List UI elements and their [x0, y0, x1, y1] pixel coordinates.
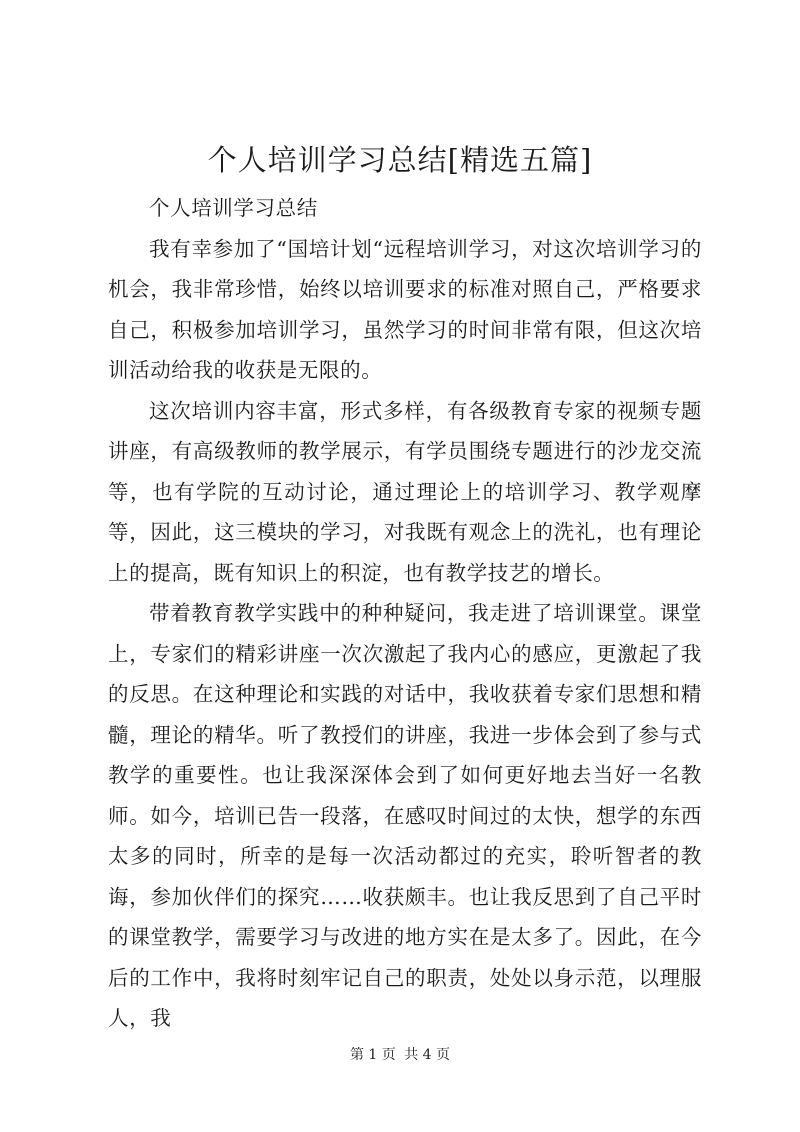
paragraph-2: 这次培训内容丰富，形式多样，有各级教育专家的视频专题讲座，有高级教师的教学展示，有学员围绕专题进行的沙龙交流等，也有学院的互动讨论，通过理论上的培训学习、教学观摩等，因此，这三模块的学习，对我既有观念上的洗礼，也有理论上的提高，既有知识上的积淀，也有教学技艺的增长。	[108, 398, 702, 585]
page-total: 共 4 页	[404, 1047, 451, 1063]
page-footer	[0, 1045, 800, 1065]
document-title: 个人培训学习总结[精选五篇]	[207, 143, 593, 177]
document-body	[108, 188, 702, 1039]
section-heading: 个人培训学习总结	[149, 196, 318, 220]
paragraph-1: 我有幸参加了“国培计划“远程培训学习，对这次培训学习的机会，我非常珍惜，始终以培训要求的标准对照自己，严格要求自己，积极参加培训学习，虽然学习的时间非常有限，但这次培训活动给我的收获是无限的。	[108, 236, 702, 382]
paragraph-3: 带着教育教学实践中的种种疑问，我走进了培训课堂。课堂上，专家们的精彩讲座一次次激起了我内心的感应，更激起了我的反思。在这种理论和实践的对话中，我收获着专家们思想和精髓，理论的精华。听了教授们的讲座，我进一步体会到了参与式教学的重要性。也让我深深体会到了如何更好地去当好一名教师。如今，培训已告一段落，在感叹时间过的太快，想学的东西太多的同时，所幸的是每一次活动都过的充实，聆听智者的教诲，参加伙伴们的探究……收获颇丰。也让我反思到了自己平时的课堂教学，需要学习与改进的地方实在是太多了。因此，在今后的工作中，我将时刻牢记自己的职责，处处以身示范，以理服人，我	[108, 601, 702, 1030]
page-number: 第 1 页	[349, 1047, 396, 1063]
